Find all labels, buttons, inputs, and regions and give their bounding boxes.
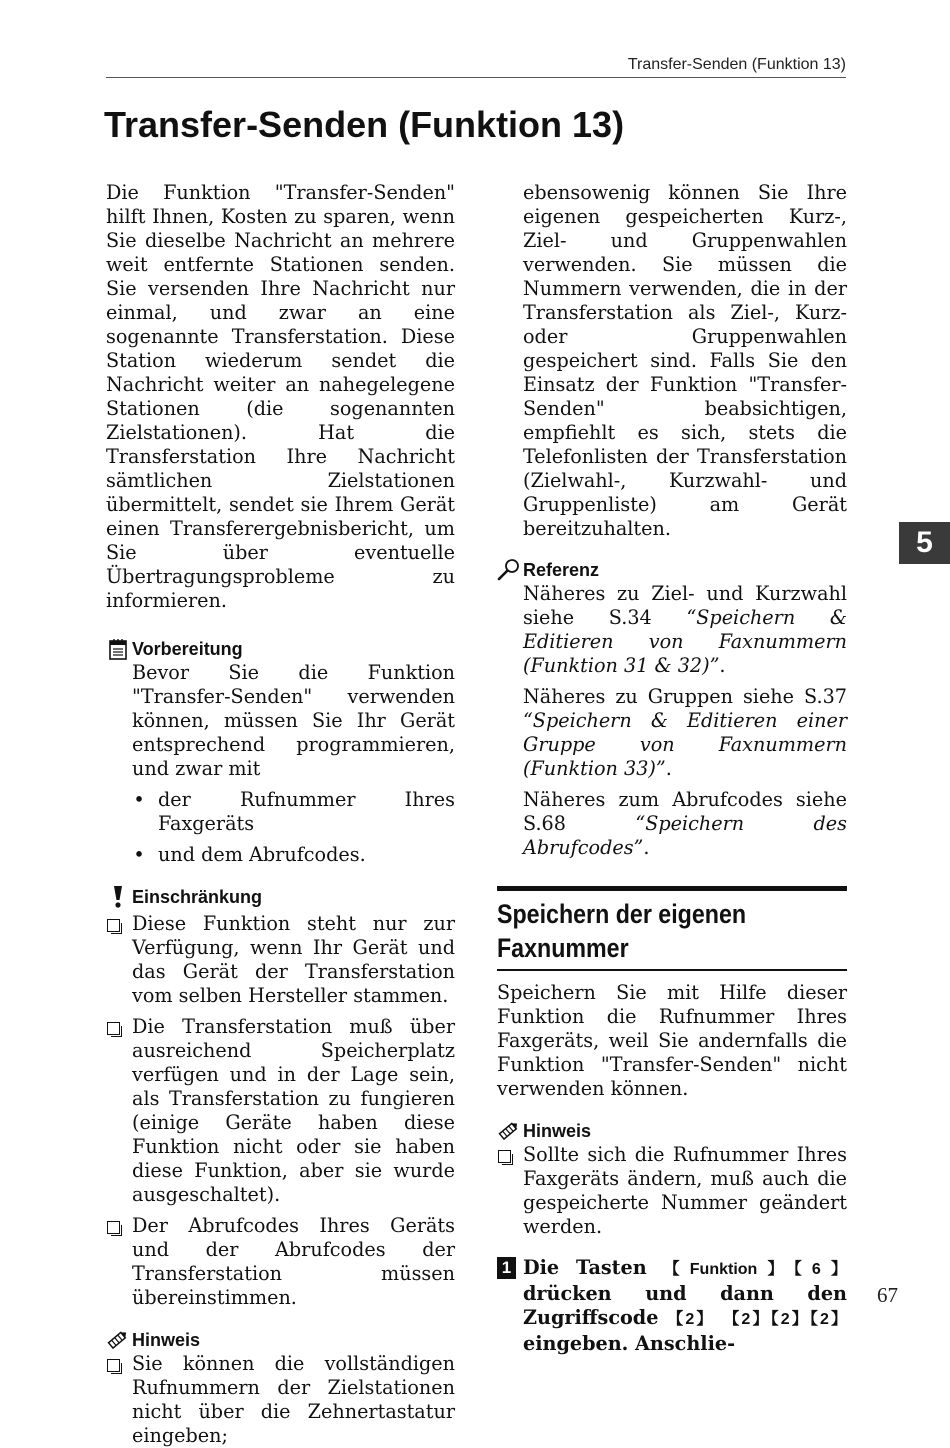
bullet-icon: • [133,843,145,866]
right-column [497,181,847,1356]
list-item: • und dem Abrufcodes. [133,843,366,866]
vorbereitung-text: Bevor Sie die Funktion "Transfer-Senden" verwenden können, müssen Sie Ihr Gerät entsprechend programmieren, und zwar mit [132,661,455,780]
pencil-icon [106,1328,130,1352]
reference-item: Näheres zu Ziel- und Kurzwahl siehe S.34 “Speichern & Editieren von Faxnummern (Funktion 31 & 32)”. [523,582,847,677]
key-6: 【6】 [793,1261,847,1278]
list-item: Diese Funktion steht nur zur Verfügung, wenn Ihr Gerät und das Gerät der Transferstation vom selben Hersteller stammen. [106,912,455,1008]
list-item: Sollte sich die Rufnummer Ihres Faxgeräts ändern, muß auch die gespeicherte Nummer geändert werden. [497,1143,847,1239]
continuation-paragraph: ebensowenig können Sie Ihre eigenen gespeicherten Kurz-, Ziel- und Gruppenwahlen verwenden. Sie müssen die Nummern verwenden, die in der Transferstation als Ziel-, Kurz- oder Gruppenwahlen gespeichert sind. Falls Sie den Einsatz der Funktion "Transfer-Senden" beabsichtigen, empfiehlt es sich, stets die Telefonlisten der Transferstation (Zielwahl-, Kurzwahl- und Gruppenliste) am Gerät bereitzuhalten. [523,181,847,540]
checkbox-icon [498,1150,511,1163]
hinweis-heading [497,1119,847,1143]
function-key: 【Funktion】 [663,1261,794,1278]
chapter-tab: 5 [899,522,950,564]
list-item: Der Abrufcodes Ihres Geräts und der Abrufcodes der Transferstation müssen übereinstimmen. [106,1214,455,1310]
step-number-badge: 1 [497,1257,516,1279]
einschraenkung-heading [106,885,455,909]
key-2: 【2】 [770,1311,810,1328]
notepad-icon [106,637,130,661]
reference-item: Näheres zu Gruppen siehe S.37 “Speichern & Editieren einer Gruppe von Faxnummern (Funktion 33)”. [523,685,847,780]
bullet-icon: • [133,788,145,811]
checkbox-icon [107,1359,120,1372]
referenz-label: Referenz [523,559,600,580]
header-rule [106,77,846,78]
key-2: 【2】 [667,1311,715,1328]
hinweis-label: Hinweis [523,1120,592,1141]
key-2: 【2】 [723,1311,771,1328]
intro-paragraph: Die Funktion "Transfer-Senden" hilft Ihnen, Kosten zu sparen, wenn Sie dieselbe Nachricht an mehrere weit entfernte Stationen senden. Sie versenden Ihre Nachricht nur einmal, und zwar an eine sogenannte Transferstation. Diese Station wiederum sendet die Nachricht weiter an nahegelegene Stationen (die sogenannten Zielstationen). Hat die Transferstation Ihre Nachricht sämtlichen Zielstationen übermittelt, sendet sie Ihrem Gerät einen Transferergebnisbericht, um Sie über eventuelle Übertragungsprobleme zu informieren. [106,181,455,612]
page-title: Transfer-Senden (Funktion 13) [104,104,625,145]
einschraenkung-label: Einschränkung [132,886,263,907]
vorbereitung-label: Vorbereitung [132,638,243,659]
checkbox-icon [107,919,120,932]
key-2: 【2】 [809,1311,847,1328]
list-item: Sie können die vollständigen Rufnummern der Zielstationen nicht über die Zehnertastatur eingeben; [106,1352,455,1448]
section-heading: Speichern der eigenen Faxnummer [497,899,747,963]
checkbox-icon [107,1022,120,1035]
vorbereitung-heading [106,637,455,661]
pencil-icon [497,1119,521,1143]
hinweis-heading [106,1328,455,1352]
checkbox-icon [107,1221,120,1234]
referenz-heading [497,558,847,582]
magnifier-icon [497,558,521,582]
step-1: 1 Die Tasten 【Funktion】【6】 drücken und dann den Zugriffscode 【2】 【2】【2】【2】 eingeben. Anschlie- [497,1256,847,1356]
hinweis-label: Hinweis [132,1329,201,1350]
list-item: Die Transferstation muß über ausreichend Speicherplatz verfügen und in der Lage sein, als Transferstation zu fungieren (einige Geräte haben diese Funktion nicht oder sie haben diese Funktion, aber sie wurde ausgeschaltet). [106,1015,455,1207]
exclamation-icon [106,885,130,909]
reference-item: Näheres zum Abrufcodes siehe S.68 “Speichern des Abrufcodes”. [523,788,847,859]
list-item: • der Rufnummer Ihres Faxgeräts [133,788,455,835]
section-intro: Speichern Sie mit Hilfe dieser Funktion die Rufnummer Ihres Faxgeräts, weil Sie andernfalls die Funktion "Transfer-Senden" nicht verwenden können. [497,981,847,1100]
page-number: 67 [877,1283,898,1307]
running-head: Transfer-Senden (Funktion 13) [627,56,846,73]
left-column [106,181,455,1448]
